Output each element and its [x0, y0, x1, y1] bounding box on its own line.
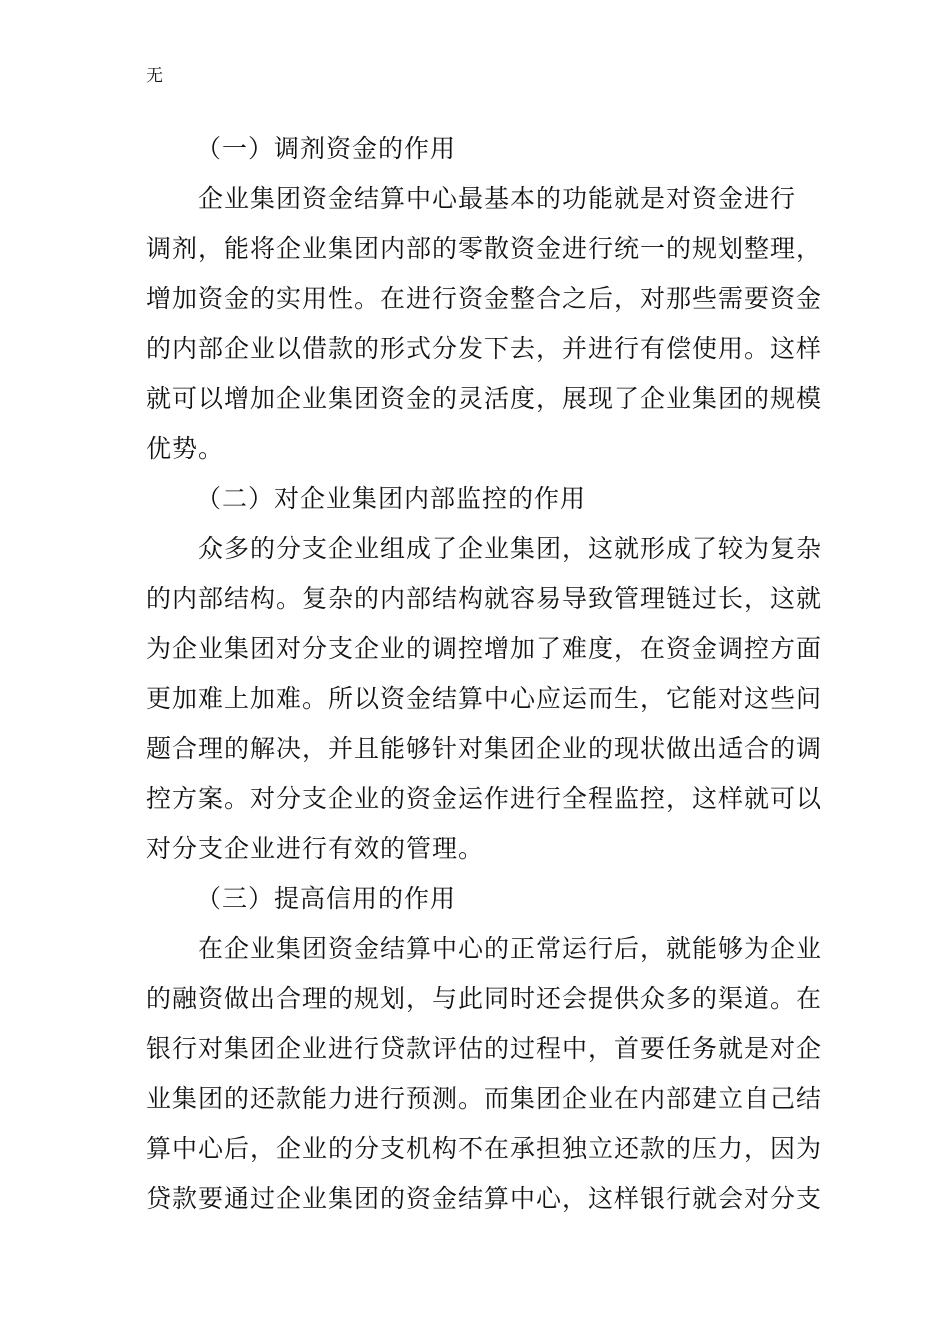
paragraph-line: 增加资金的实用性。在进行资金整合之后，对那些需要资金: [146, 284, 823, 313]
paragraph-line: 就可以增加企业集团资金的灵活度，展现了企业集团的规模: [146, 384, 823, 413]
paragraph-line: 更加难上加难。所以资金结算中心应运而生，它能对这些问: [146, 684, 823, 713]
paragraph-line: 的融资做出合理的规划，与此同时还会提供众多的渠道。在: [146, 984, 823, 1013]
paragraph-line: 为企业集团对分支企业的调控增加了难度，在资金调控方面: [146, 634, 823, 663]
section-heading-2: （二）对企业集团内部监控的作用: [196, 484, 587, 513]
paragraph-line: 优势。: [146, 434, 225, 463]
paragraph-line: 控方案。对分支企业的资金运作进行全程监控，这样就可以: [146, 784, 823, 813]
section-heading-1: （一）调剂资金的作用: [196, 134, 457, 163]
paragraph-line: 业集团的还款能力进行预测。而集团企业在内部建立自己结: [146, 1084, 823, 1113]
paragraph-line: 的内部结构。复杂的内部结构就容易导致管理链过长，这就: [146, 584, 823, 613]
page-header: 无: [146, 66, 163, 86]
paragraph-line: 众多的分支企业组成了企业集团，这就形成了较为复杂: [198, 534, 823, 563]
paragraph-line: 调剂，能将企业集团内部的零散资金进行统一的规划整理，: [146, 234, 823, 263]
paragraph-line: 银行对集团企业进行贷款评估的过程中，首要任务就是对企: [146, 1034, 823, 1063]
paragraph-line: 的内部企业以借款的形式分发下去，并进行有偿使用。这样: [146, 334, 823, 363]
section-heading-3: （三）提高信用的作用: [196, 884, 457, 913]
paragraph-line: 对分支企业进行有效的管理。: [146, 834, 485, 863]
document-body: [146, 124, 823, 1224]
paragraph-line: 算中心后，企业的分支机构不在承担独立还款的压力，因为: [146, 1134, 823, 1163]
paragraph-line: 题合理的解决，并且能够针对集团企业的现状做出适合的调: [146, 734, 823, 763]
paragraph-line: 在企业集团资金结算中心的正常运行后，就能够为企业: [198, 934, 823, 963]
paragraph-line: 贷款要通过企业集团的资金结算中心，这样银行就会对分支: [146, 1184, 823, 1213]
paragraph-line: 企业集团资金结算中心最基本的功能就是对资金进行: [198, 184, 797, 213]
